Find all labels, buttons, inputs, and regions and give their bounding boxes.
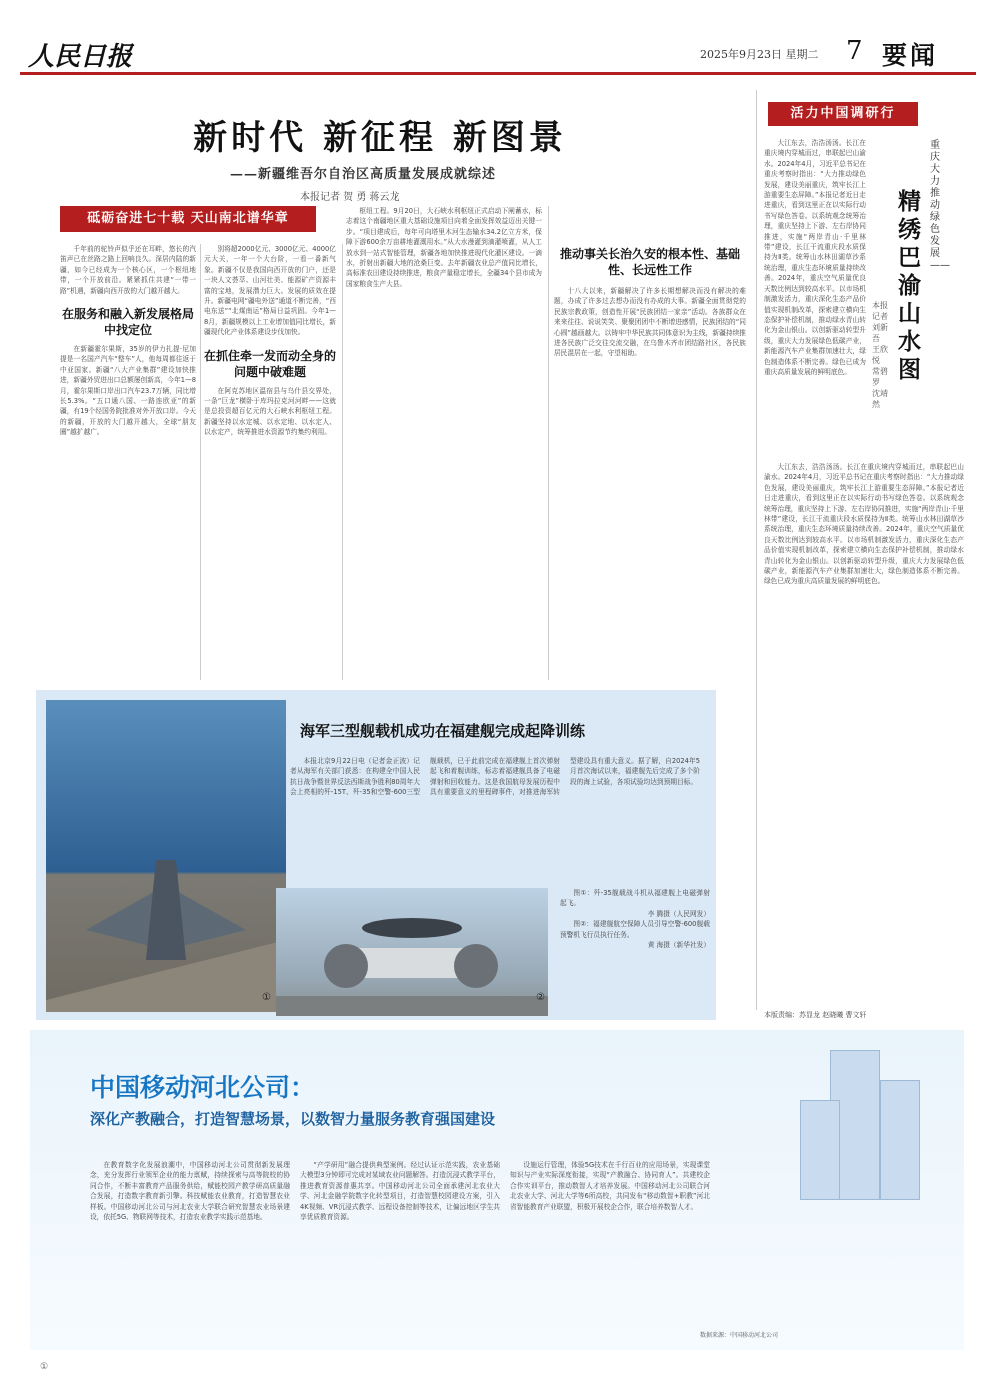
editor-credits: 本版责编：苏显龙 赵晓曦 曹文轩 [764, 1011, 867, 1019]
lead-banner: 砥砺奋进七十载 天山南北谱华章 [60, 206, 316, 232]
lead-col1-para2: 在新疆霍尔果斯，35岁的伊力扎提·尼加提是一名国产汽车“整车”人，他每周都往返于中亚国家。新疆“八大产业集群”建设加快推进，新疆外贸进出口总额屡创新高，今年1—8月，霍尔果斯口岸出口汽车23.7万辆，同比增长5.3%。“五口通八国、一路连欧亚”的新疆，有19个经国务院批准对外开放口岸。今天的新疆，开放的大门越开越大，全球“朋友圈”越扩越广。 [60, 345, 196, 437]
lead-col4-para: 十八大以来，新疆解决了许多长期想解决而没有解决的难题，办成了许多过去想办而没有办成的大事。新疆全面贯彻党的民族宗教政策，创造性开展“民族团结一家亲”活动。各族群众在来来往往、说说笑笑、聚聚团团中不断增进感情，民族团结的“同心圆”越画越大。以铸牢中华民族共同体意识为主线，新疆持续推进各民族广泛交往交流交融，在乌鲁木齐市团结路社区，各民族居民混居在一起，守望相助。 [554, 287, 746, 358]
lead-col1-para: 千年前的驼铃声似乎还在耳畔，悠长的汽笛声已在丝路之路上回响良久。深居内陆的新疆，如今已经成为一个核心区，一个枢纽地带，一个开放前沿。紧紧抓住共建“一带一路”机遇，新疆向西开放的大门越开越大。 [60, 245, 196, 295]
lead-col2-subhead: 在抓住牵一发而动全身的问题中破难题 [204, 348, 336, 379]
newspaper-logo: 人民日报 [28, 42, 133, 72]
caption-1: 图①：歼-35舰载战斗机从福建舰上电磁弹射起飞。 [560, 889, 710, 908]
ad-para-2: “产学研用”融合提供典型案例。经过认证示范实践，农业基础大模型3分钟即可完成对某域农业问题解答。打造沉浸式教学平台，推进教育资源普惠共享。中国移动河北公司全面承建河北农业大学、河北金融学院数字化转型项目，打造智慧校园建设方案，引入4K视频、VR沉浸式教学、远程设备控制等技术，让偏远地区学生共享优质教育资源。 [300, 1161, 500, 1222]
column-divider [200, 244, 201, 680]
lead-column-1 [60, 244, 196, 680]
ad-para-1: 在教育数字化发展浪潮中，中国移动河北公司贯彻新发展理念，充分发挥行业领军企业的能力禀赋，持续探索与高等院校的协同合作，不断丰富教育产品服务供给，赋能校园产教学研高质量融合发展，打造数字教育新引擎。科技赋能农业教育，打造智慧农业样板。中国移动河北公司与河北农业大学联合研究智慧农业场景建设，依托5G、物联网等技术，打造农业教学实践示范基地。 [90, 1161, 290, 1222]
aircraft-photo [276, 888, 548, 1016]
sidebar-tag: 活力中国调研行 [768, 102, 918, 126]
lead-headline: 新时代 新征程 新图景 [193, 118, 567, 158]
lead-subtitle: ——新疆维吾尔自治区高质量发展成就综述 [230, 167, 497, 182]
navy-headline: 海军三型舰载机成功在福建舰完成起降训练 [300, 722, 586, 740]
navy-article [290, 756, 700, 882]
early-warning-aircraft-illustration [276, 888, 548, 1016]
lead-col2-para: 别将超2000亿元、3000亿元、4000亿元大关，一年一个大台阶，一看一番新气象。新疆不仅是我国向西开放的门户，还是一块人文荟萃、山河壮美、能源矿产资源丰富的宝地，发展潜力巨大。发展的质效在提升。新疆电网“疆电外送”通道不断完善，“西电东送”“北煤南运”格局日益巩固。今年1—8月，新疆规模以上工业增加值同比增长，新疆现代化产业体系建设步伐加快。 [204, 245, 336, 337]
photo-number-1: ① [262, 992, 271, 1003]
sidebar-column-top [764, 138, 866, 458]
lead-column-3 [346, 206, 542, 680]
sidebar-para: 大江东去，浩浩汤汤。长江在重庆境内穿城而过，串联起巴山渝水。2024年4月，习近平总书记在重庆考察时指出：“大力推动绿色发展，建设美丽重庆，筑牢长江上游重要生态屏障。”本报记者近日走进重庆，看到这里正在以实际行动书写绿色答卷。以系统观念统筹治理，重庆坚持上下游、左右岸协同推进，实施“两岸青山·千里林带”建设，长江干流重庆段水质保持为Ⅱ类。统筹山水林田湖草沙系统治理，重庆生态环境质量持续改善。2024年，重庆空气质量优良天数比例达到较高水平。以市场机制激发活力，重庆深化生态产品价值实现机制改革，探索建立横向生态保护补偿机制，推动绿水青山转化为金山银山。以创新驱动转型升级，重庆大力发展绿色低碳产业，新能源汽车产业集群加速壮大，绿色制造体系不断完善。绿色已成为重庆高质量发展的鲜明底色。 [764, 139, 866, 376]
advertorial-column-2 [300, 1160, 500, 1320]
advertorial-column-1 [90, 1160, 290, 1320]
column-divider [548, 206, 549, 680]
advertorial-title: 中国移动河北公司： [90, 1073, 316, 1102]
lead-column-2 [204, 244, 336, 680]
photo-number-2: ② [536, 992, 545, 1003]
photo-captions [560, 888, 710, 1008]
sidebar-column-bottom [764, 462, 964, 1002]
sidebar-divider [756, 90, 757, 1010]
lead-col4-subhead: 推动事关长治久安的根本性、基础性、长远性工作 [559, 247, 740, 277]
header-rule [20, 72, 976, 75]
advertorial-source: 数据来源：中国移动河北公司 [700, 1332, 779, 1339]
advertorial-subtitle: 深化产教融合，打造智慧场景，以数智力量服务教育强国建设 [90, 1110, 496, 1128]
sidebar-kicker: 重庆大力推动绿色发展—— [930, 140, 950, 271]
page-number: 7 [846, 36, 863, 66]
lead-col1-subhead: 在服务和融入新发展格局中找定位 [61, 307, 194, 338]
lead-byline: 本报记者 贺 勇 蒋云龙 [300, 192, 400, 203]
building-graphic [770, 1030, 960, 1200]
carrier-photo [46, 700, 286, 1012]
issue-date: 2025年9月23日 星期二 [700, 48, 819, 61]
lead-col3-para: 枢纽工程。9月20日，大石峡水利枢纽正式启动下闸蓄水，标志着这个南疆地区重大基础设施项目向着全面发挥效益迈出关键一步。“项目建成后，每年可向塔里木河生态输水34.2亿立方米，保障下游600余万亩耕地灌溉用水。”从大水漫灌到滴灌喷灌，从人工放水到一站式智能管理，新疆各地加快推进现代化灌区建设。一滴水，折射出新疆大地的沧桑巨变。去年新疆农业总产值同比增长，高标准农田建设持续推进，粮食产量稳定增长，全疆34个县市成为国家粮食生产大县。 [346, 207, 542, 288]
caption-2-credit: 黄 海摄（新华社发） [647, 941, 710, 950]
lead-col2-para2: 在阿克苏地区温宿县与乌什县交界处，一条“巨龙”横卧于库玛拉克河河畔——这就是总投资超百亿元的大石峡水利枢纽工程。新疆坚持以水定城、以水定地、以水定人、以水定产，统筹推进水资源节约集约利用。 [204, 386, 336, 437]
section-name: 要闻 [882, 41, 939, 70]
lead-column-4 [554, 206, 746, 680]
caption-1-credit: 李 腾摄（人民网发） [647, 909, 710, 918]
page-footer-mark: ① [40, 1362, 49, 1372]
navy-para: 本报北京9月22日电（记者金正波）记者从海军有关部门获悉：在构建全中国人民抗日战争暨世界反法西斯战争胜利80周年大会上亮相的歼-15T、歼-35和空警-600三型舰载机，已于此前完成在福建舰上首次弹射起飞和着舰训练，标志着福建舰具备了电磁弹射和回收能力。这是我国航母发展历程中具有重要意义的里程碑事件，对推进海军转型建设具有重大意义。据了解，自2024年5月首次海试以来，福建舰先后完成了多个阶段的海上试验，各项试验均达到预期目标。 [290, 757, 700, 797]
ad-para-3: 设施运行管理，体验5G技术在千行百业的应用场景，实现课堂知识与产业实际深度衔接，实现“产教融合、协同育人”。共建校企合作实训平台，推动数智人才培养发展。中国移动河北公司联合河北农业大学、河北大学等6所高校，共同发布“移动数智+职教”河北省智能教育产业联盟，积极开展校企合作，联合培养数智人才。 [510, 1161, 710, 1211]
sidebar-para-2: 大江东去，浩浩汤汤。长江在重庆境内穿城而过，串联起巴山渝水。2024年4月，习近平总书记在重庆考察时指出：“大力推动绿色发展，建设美丽重庆，筑牢长江上游重要生态屏障。”本报记者近日走进重庆，看到这里正在以实际行动书写绿色答卷。以系统观念统筹治理，重庆坚持上下游、左右岸协同推进，实施“两岸青山·千里林带”建设，长江干流重庆段水质保持为Ⅱ类。统筹山水林田湖草沙系统治理，重庆生态环境质量持续改善。2024年，重庆空气质量优良天数比例达到较高水平。以市场机制激发活力，重庆深化生态产品价值实现机制改革，探索建立横向生态保护补偿机制，推动绿水青山转化为金山银山。以创新驱动转型升级，重庆大力发展绿色低碳产业，新能源汽车产业集群加速壮大，绿色制造体系不断完善。绿色已成为重庆高质量发展的鲜明底色。 [764, 463, 964, 586]
advertorial-column-3 [510, 1160, 710, 1320]
caption-2: 图②：福建舰航空保障人员引导空警-600舰载预警机飞行员执行任务。 [560, 920, 710, 939]
sidebar-byline: 本报记者 刘新吾 王欣悦 常碧罗 沈靖然 [872, 301, 888, 409]
column-divider [342, 244, 343, 680]
sidebar-headline: 精绣巴渝山水图 [898, 188, 921, 383]
fighter-jet-illustration [46, 700, 286, 1012]
